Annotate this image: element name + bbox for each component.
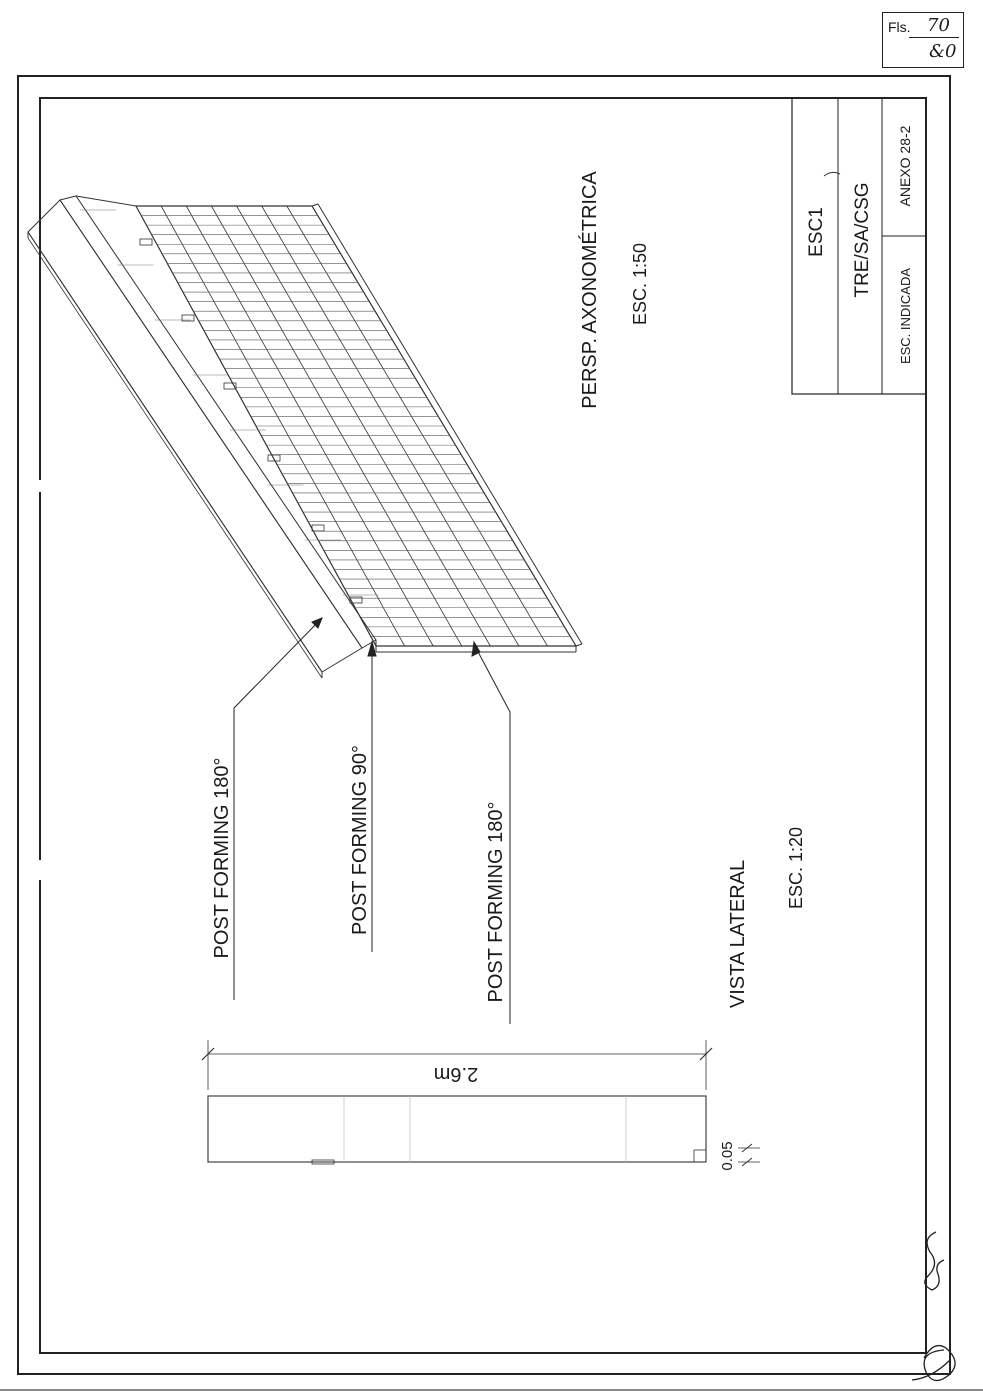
- thickness-dimension: 0.05: [719, 1141, 736, 1171]
- axo-line: [28, 238, 322, 678]
- callout-leaders: [234, 618, 510, 1024]
- axo-line: [318, 204, 582, 644]
- callout-label-1: POST FORMING 180°: [211, 757, 233, 959]
- side-panel: [208, 1096, 706, 1162]
- page-stamp: [882, 12, 964, 68]
- stamp-label: Fls.: [888, 19, 911, 35]
- lateral-view-scale: ESC. 1:20: [786, 826, 806, 910]
- axonometric-scale: ESC. 1:50: [630, 242, 650, 326]
- callout-label-2: POST FORMING 90°: [349, 745, 371, 935]
- lateral-view-title: VISTA LATERAL: [727, 859, 749, 1009]
- title-block-scale-note: ESC. INDICADA: [898, 267, 913, 365]
- inner-frame: [40, 98, 926, 1353]
- stamp-sheet-number: 70: [927, 15, 950, 36]
- axo-line: [76, 196, 136, 206]
- axonometric-title: PERSP. AXONOMÉTRICA: [579, 171, 601, 409]
- title-block-code: ESC1: [806, 207, 827, 257]
- axo-line: [28, 232, 322, 672]
- stamp-sub-number: &0: [929, 41, 957, 62]
- signature: [912, 1232, 955, 1381]
- title-block-annex: ANEXO 28-2: [897, 125, 913, 207]
- axo-line: [576, 644, 582, 646]
- axo-outline: [28, 200, 362, 672]
- stamp-rule: [909, 37, 959, 38]
- outer-frame: [18, 76, 950, 1374]
- axonometric-drawing: [28, 196, 582, 678]
- axo-outline: [60, 196, 376, 648]
- axo-handle: [312, 525, 324, 531]
- title-block: [792, 98, 926, 394]
- lateral-view-drawing: [202, 1040, 760, 1166]
- length-dimension: 2.6m: [433, 1063, 479, 1085]
- title-block-department: TRE/SA/CSG: [852, 182, 873, 298]
- callout-label-3: POST FORMING 180°: [485, 801, 507, 1003]
- axo-line: [312, 204, 318, 206]
- axo-handle: [140, 239, 152, 245]
